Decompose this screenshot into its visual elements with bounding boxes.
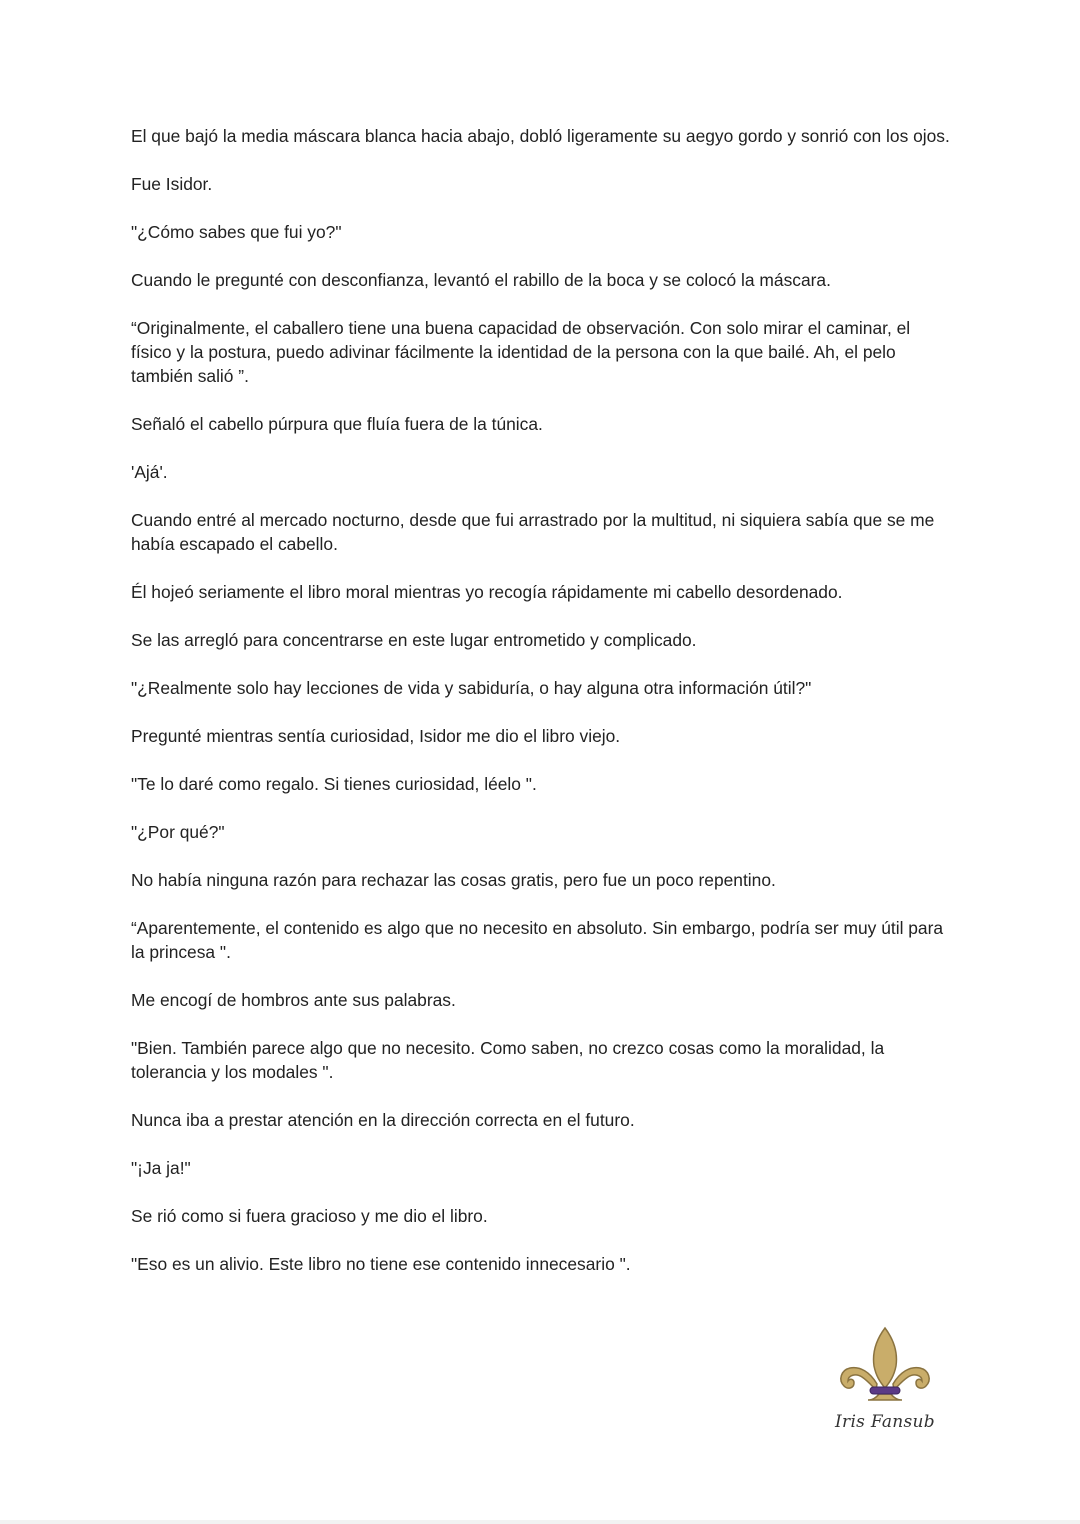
fleur-center-petal	[873, 1328, 896, 1388]
fleur-right-petal	[893, 1368, 929, 1390]
paragraph: "Te lo daré como regalo. Si tienes curiosidad, léelo ".	[131, 774, 537, 794]
paragraph: Pregunté mientras sentía curiosidad, Isidor me dio el libro viejo.	[131, 726, 621, 746]
page-bottom-edge	[0, 1520, 1080, 1524]
paragraph: El que bajó la media máscara blanca hacia abajo, dobló ligeramente su aegyo gordo y sonrió con los ojos.	[131, 126, 950, 146]
paragraph: "Bien. También parece algo que no necesito. Como saben, no crezco cosas como la moralidad, la tolerancia y los modales ".	[131, 1038, 885, 1082]
paragraph: "¿Realmente solo hay lecciones de vida y sabiduría, o hay alguna otra información útil?"	[131, 678, 812, 698]
fleur-band	[870, 1387, 900, 1394]
paragraph: Nunca iba a prestar atención en la dirección correcta en el futuro.	[131, 1110, 635, 1130]
paragraph: "¡Ja ja!"	[131, 1158, 191, 1178]
paragraph: “Originalmente, el caballero tiene una buena capacidad de observación. Con solo mirar el caminar, el físico y la postura, puedo adivinar fácilmente la identidad de la persona con la que bailé. Ah, el pelo también salió ”.	[131, 318, 911, 386]
paragraph: "¿Por qué?"	[131, 822, 225, 842]
fleur-lower-stem	[868, 1394, 902, 1400]
paragraph: 'Ajá'.	[131, 462, 168, 482]
fleur-left-petal	[841, 1368, 877, 1390]
paragraph: Cuando entré al mercado nocturno, desde que fui arrastrado por la multitud, ni siquiera sabía que se me había escapado el cabello.	[131, 510, 935, 554]
paragraph: Cuando le pregunté con desconfianza, levantó el rabillo de la boca y se colocó la máscara.	[131, 270, 831, 290]
paragraph: Se rió como si fuera gracioso y me dio el libro.	[131, 1206, 488, 1226]
fleur-de-lis-icon	[836, 1326, 934, 1404]
paragraph: No había ninguna razón para rechazar las cosas gratis, pero fue un poco repentino.	[131, 870, 776, 890]
paragraph: "Eso es un alivio. Este libro no tiene ese contenido innecesario ".	[131, 1254, 631, 1274]
paragraph: “Aparentemente, el contenido es algo que no necesito en absoluto. Sin embargo, podría ser muy útil para la princesa ".	[131, 918, 944, 962]
paragraph: Se las arregló para concentrarse en este lugar entrometido y complicado.	[131, 630, 697, 650]
paragraph: Señaló el cabello púrpura que fluía fuera de la túnica.	[131, 414, 543, 434]
paragraph: Me encogí de hombros ante sus palabras.	[131, 990, 456, 1010]
paragraph: Fue Isidor.	[131, 174, 213, 194]
watermark-logo	[826, 1326, 944, 1442]
paragraph: Él hojeó seriamente el libro moral mientras yo recogía rápidamente mi cabello desordenado.	[131, 582, 843, 602]
document-body	[131, 124, 951, 1300]
watermark-caption: Iris Fansub	[835, 1412, 935, 1432]
paragraph: "¿Cómo sabes que fui yo?"	[131, 222, 342, 242]
